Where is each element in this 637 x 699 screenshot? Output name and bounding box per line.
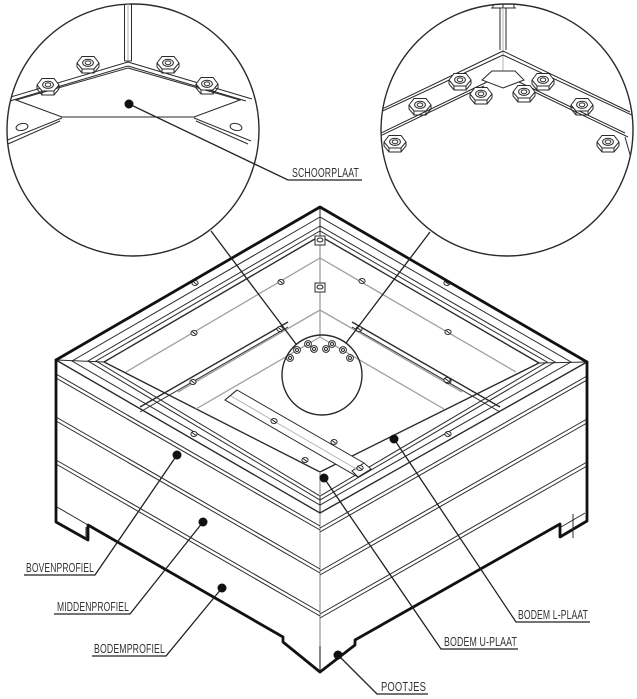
label-bodem-u-plaat: BODEM U-PLAAT bbox=[444, 634, 517, 649]
detail-view-corner-bolts bbox=[372, 1, 634, 256]
leader-dot bbox=[173, 451, 182, 460]
main-isometric-view bbox=[56, 207, 587, 672]
leader-dot bbox=[199, 518, 208, 527]
label-middenprofiel: MIDDENPROFIEL bbox=[57, 599, 129, 614]
leader-dot bbox=[334, 651, 343, 660]
label-schoorplaat: SCHOORPLAAT bbox=[292, 165, 359, 180]
label-bodem-l-plaat: BODEM L-PLAAT bbox=[518, 607, 588, 622]
label-pootjes: POOTJES bbox=[381, 679, 427, 694]
detail-reference-circle bbox=[282, 335, 362, 415]
leader-dot bbox=[320, 474, 329, 483]
label-bovenprofiel: BOVENPROFIEL bbox=[26, 560, 94, 575]
bodem-u-plaat-part bbox=[225, 390, 371, 477]
detail-view-schoorplaat bbox=[4, 3, 259, 256]
leader-dot bbox=[218, 584, 227, 593]
leader-dot bbox=[125, 100, 134, 109]
leader-dot bbox=[390, 435, 399, 444]
label-bodemprofiel: BODEMPROFIEL bbox=[94, 641, 165, 656]
